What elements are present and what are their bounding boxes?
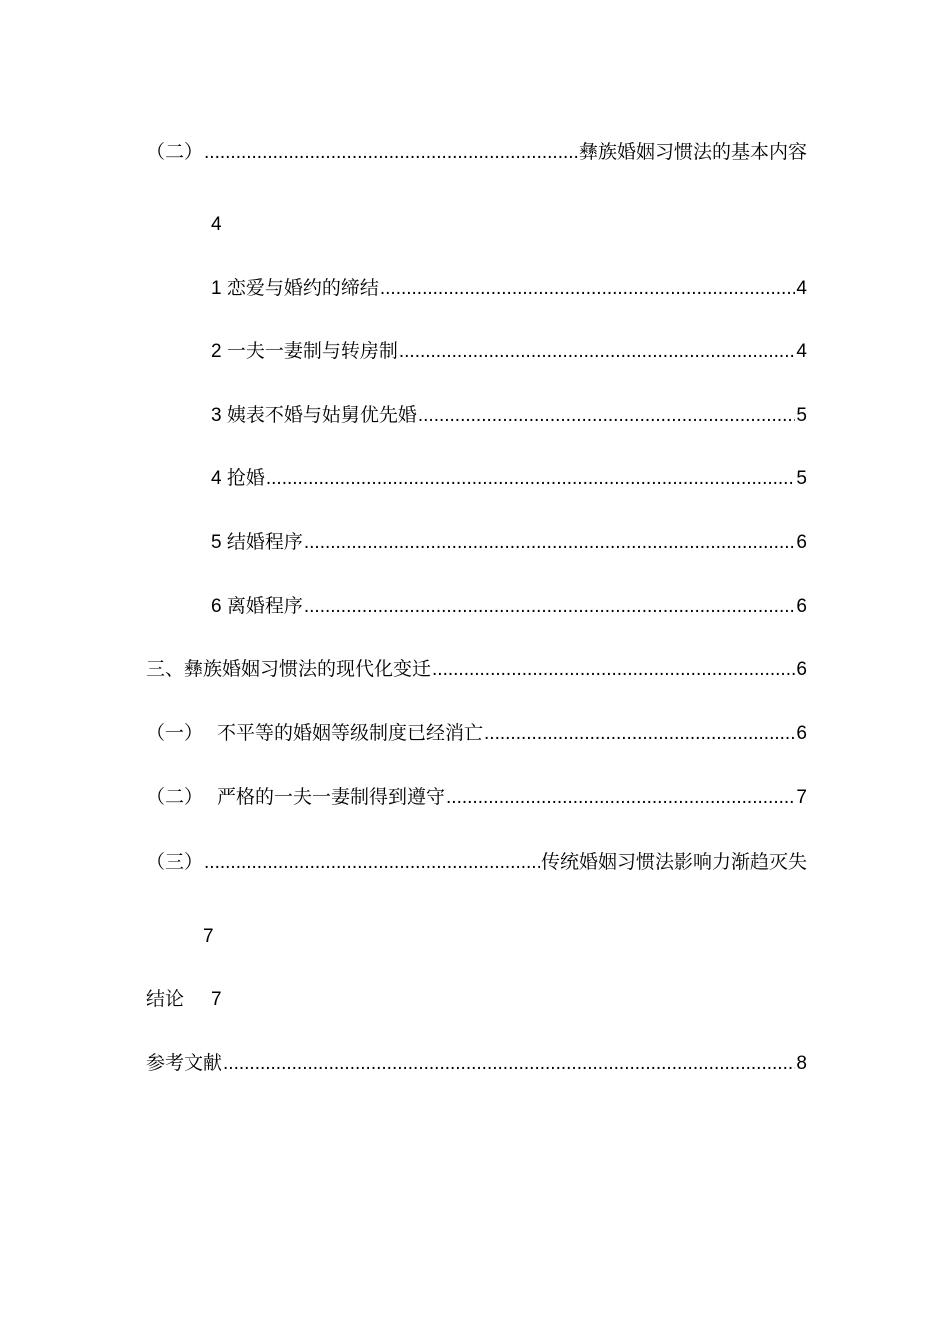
toc-entry-section-2-2[interactable]: [146, 141, 807, 165]
toc-leader-dots: [223, 1052, 795, 1076]
toc-entry-section-3-1[interactable]: [146, 722, 807, 746]
toc-entry-references[interactable]: [146, 1052, 807, 1076]
toc-entry-label: 4 抢婚: [211, 468, 265, 489]
toc-entry-page-number: 5: [796, 405, 807, 426]
toc-leader-dots: [432, 658, 795, 682]
toc-leader-dots: [266, 467, 796, 491]
toc-entry-page-number: 6: [796, 532, 807, 553]
toc-entry-item-3[interactable]: [211, 404, 807, 428]
toc-entry-label: 三、彝族婚姻习惯法的现代化变迁: [146, 659, 432, 680]
toc-entry-label: 5 结婚程序: [211, 532, 303, 553]
toc-entry-page-number: 5: [796, 468, 807, 489]
toc-entry-section-3-3[interactable]: [146, 851, 807, 875]
toc-entry-item-1[interactable]: [211, 277, 807, 301]
toc-entry-page-number: 6: [796, 659, 807, 680]
toc-leader-dots: [380, 277, 796, 301]
toc-entry-page-number: 4: [796, 278, 807, 299]
toc-entry-page-number: 4: [796, 341, 807, 362]
toc-entry-chapter-3[interactable]: [146, 658, 807, 682]
toc-entry-prefix: （二）: [146, 142, 204, 163]
toc-entry-page-number: 7: [796, 787, 807, 808]
toc-entry-page-number: 6: [796, 723, 807, 744]
toc-entry-title: 彝族婚姻习惯法的基本内容: [578, 142, 807, 163]
toc-entry-title: 传统婚姻习惯法影响力渐趋灭失: [540, 852, 807, 873]
toc-leader-dots: [399, 340, 796, 364]
toc-entry-title: 不平等的婚姻等级制度已经消亡: [217, 723, 484, 744]
toc-entry-item-4[interactable]: [211, 467, 807, 491]
toc-entry-title: 严格的一夫一妻制得到遵守: [217, 787, 446, 808]
toc-entry-label: 1 恋爱与婚约的缔结: [211, 278, 379, 299]
toc-entry-page-number: 4: [211, 214, 222, 235]
toc-entry-prefix: （二）: [146, 787, 204, 808]
toc-entry-page-number: 8: [796, 1053, 807, 1074]
toc-entry-item-5[interactable]: [211, 531, 807, 555]
toc-entry-item-6[interactable]: [211, 595, 807, 619]
toc-entry-conclusion[interactable]: [146, 988, 222, 1012]
toc-entry-label: 6 离婚程序: [211, 596, 303, 617]
toc-leader-dots: [446, 786, 795, 810]
toc-entry-label: 2 一夫一妻制与转房制: [211, 341, 398, 362]
toc-entry-label: 结论: [146, 989, 185, 1010]
toc-leader-dots: [484, 722, 795, 746]
toc-entry-prefix: （三）: [146, 852, 204, 873]
toc-entry-item-2[interactable]: [211, 340, 807, 364]
toc-entry-page-number: 6: [796, 596, 807, 617]
toc-leader-dots: [204, 851, 540, 875]
toc-entry-page-number: 7: [203, 926, 214, 947]
toc-leader-dots: [204, 141, 578, 165]
toc-leader-dots: [418, 404, 796, 428]
toc-entry-page-number: 7: [211, 989, 222, 1010]
toc-entry-label: 参考文献: [146, 1053, 223, 1074]
toc-leader-dots: [304, 595, 796, 619]
toc-entry-prefix: （一）: [146, 723, 204, 744]
toc-entry-label: 3 姨表不婚与姑舅优先婚: [211, 405, 417, 426]
toc-entry-section-3-2[interactable]: [146, 786, 807, 810]
toc-leader-dots: [304, 531, 796, 555]
